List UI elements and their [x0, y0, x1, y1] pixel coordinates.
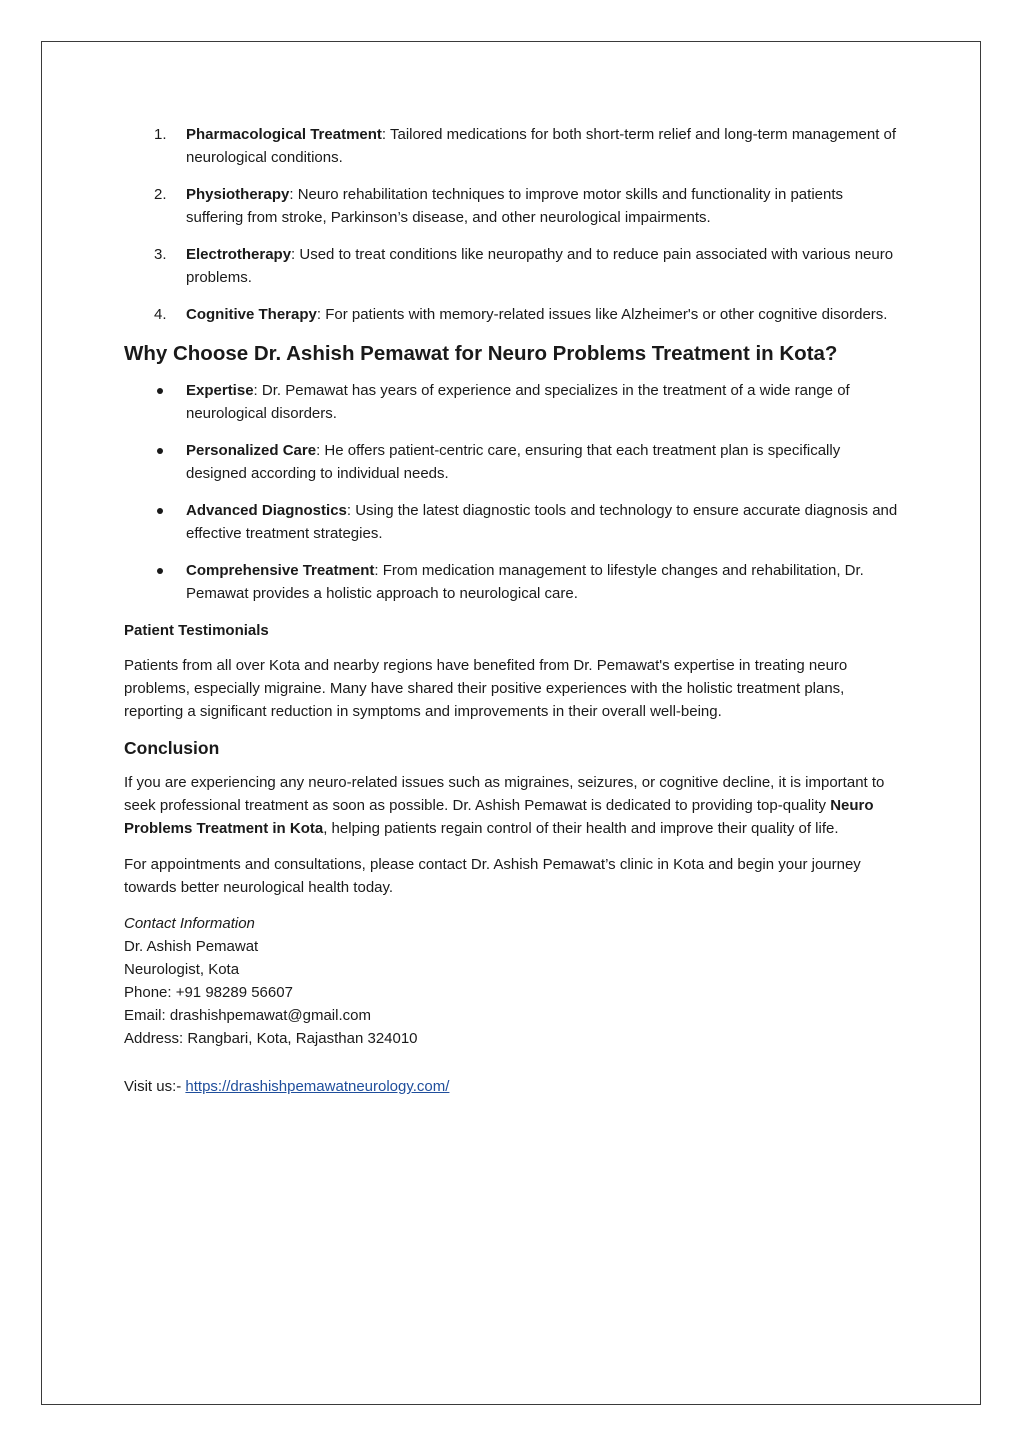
bullet-icon [157, 448, 163, 454]
list-item [124, 439, 904, 485]
conclusion-text-part2: , helping patients regain control of their health and improve their quality of life. [323, 820, 839, 837]
testimonials-paragraph: Patients from all over Kota and nearby regions have benefited from Dr. Pemawat's expertise in treating neuro problems, especially migraine. Many have shared their positive experiences with the holistic treatment plans, reporting a significant reduction in symptoms and improvements in their overall well-being. [124, 657, 848, 720]
list-number: 4. [154, 306, 167, 323]
item-title: Comprehensive Treatment [186, 562, 375, 579]
contact-email: Email: drashishpemawat@gmail.com [124, 1007, 371, 1024]
visit-line [124, 1075, 904, 1098]
item-title: Personalized Care [186, 442, 317, 459]
bullet-icon [157, 568, 163, 574]
item-text: : From medication management to lifestyle changes and rehabilitation, Dr. Pemawat provides a holistic approach to neurological care. [186, 562, 864, 602]
contact-phone: Phone: +91 98289 56607 [124, 984, 293, 1001]
contact-name: Dr. Ashish Pemawat [124, 938, 259, 955]
reasons-list [124, 379, 904, 605]
item-title: Physiotherapy [186, 186, 290, 203]
bullet-icon [157, 508, 163, 514]
list-number: 1. [154, 126, 167, 143]
list-item [124, 183, 904, 229]
treatment-list [124, 123, 904, 326]
contact-title: Contact Information [124, 915, 255, 932]
testimonials-heading: Patient Testimonials [124, 622, 269, 639]
list-number: 2. [154, 186, 167, 203]
conclusion-paragraph [124, 771, 904, 840]
conclusion-bold-phrase: Neuro Problems Treatment in Kota [124, 797, 874, 837]
item-title: Electrotherapy [186, 246, 292, 263]
item-text: : Dr. Pemawat has years of experience and specializes in the treatment of a wide range of neurological disorders. [186, 382, 850, 422]
appointments-paragraph: For appointments and consultations, please contact Dr. Ashish Pemawat’s clinic in Kota and begin your journey towards better neurological health today. [124, 856, 861, 896]
item-text: : Used to treat conditions like neuropathy and to reduce pain associated with various neuro problems. [186, 246, 894, 286]
list-item [124, 123, 904, 169]
bullet-icon [157, 388, 163, 394]
contact-role: Neurologist, Kota [124, 961, 240, 978]
item-text: : He offers patient-centric care, ensuring that each treatment plan is specifically designed according to individual needs. [186, 442, 841, 482]
item-title: Pharmacological Treatment [186, 126, 382, 143]
contact-information [124, 912, 904, 1050]
visit-label: Visit us:- [124, 1078, 186, 1095]
item-text: : For patients with memory-related issues like Alzheimer's or other cognitive disorders. [316, 306, 888, 323]
list-item [124, 499, 904, 545]
list-item [124, 379, 904, 425]
item-title: Expertise [186, 382, 254, 399]
list-item [124, 303, 904, 326]
website-link[interactable]: https://drashishpemawatneurology.com/ [185, 1078, 450, 1095]
list-item [124, 559, 904, 605]
list-number: 3. [154, 246, 167, 263]
item-title: Cognitive Therapy [186, 306, 317, 323]
contact-address: Address: Rangbari, Kota, Rajasthan 324010 [124, 1030, 418, 1047]
item-title: Advanced Diagnostics [186, 502, 347, 519]
list-item [124, 243, 904, 289]
conclusion-text-part1: If you are experiencing any neuro-related issues such as migraines, seizures, or cognitive decline, it is important to seek professional treatment as soon as possible. Dr. Ashish Pemawat is dedicated to providing top-quality [124, 774, 885, 814]
item-text: : Using the latest diagnostic tools and technology to ensure accurate diagnosis and effective treatment strategies. [186, 502, 898, 542]
why-choose-heading: Why Choose Dr. Ashish Pemawat for Neuro Problems Treatment in Kota? [124, 342, 838, 365]
item-text: : Neuro rehabilitation techniques to improve motor skills and functionality in patients suffering from stroke, Parkinson’s disease, and other neurological impairments. [186, 186, 843, 226]
document-content [124, 123, 904, 1098]
item-text: : Tailored medications for both short-term relief and long-term management of neurological conditions. [186, 126, 897, 166]
conclusion-heading: Conclusion [124, 738, 220, 758]
